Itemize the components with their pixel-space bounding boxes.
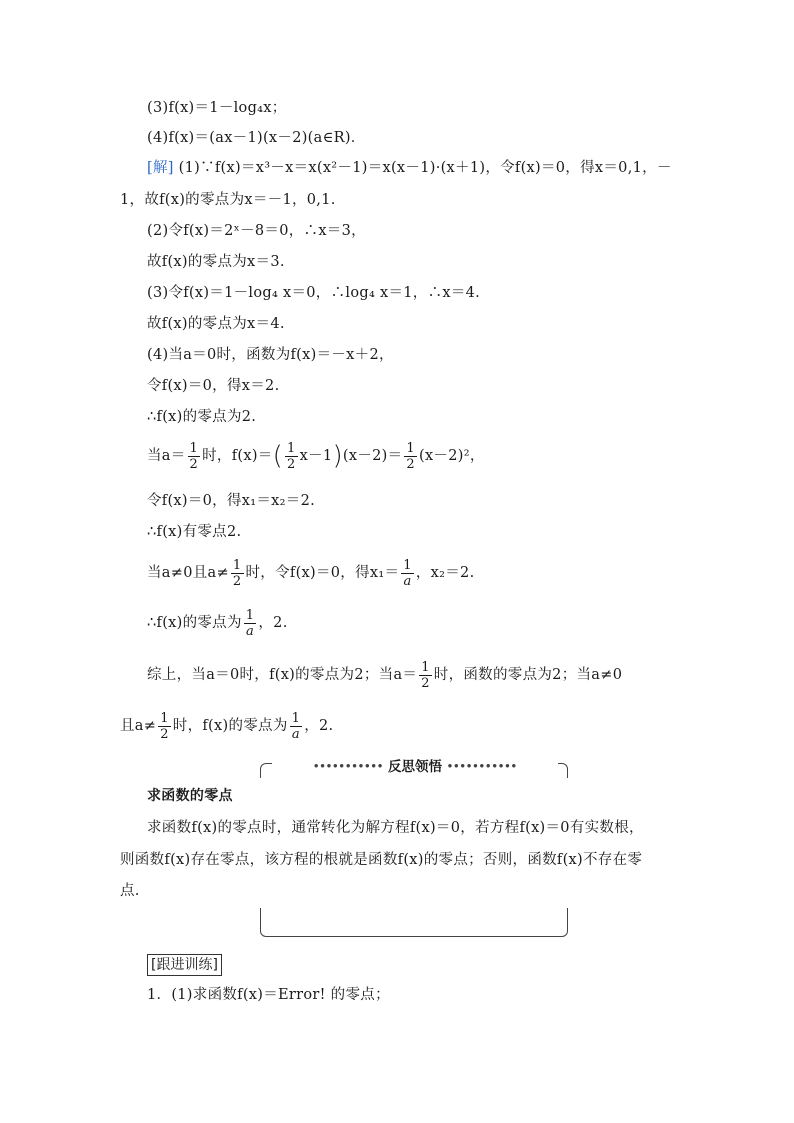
- denominator: 2: [232, 573, 242, 589]
- fraction: [158, 711, 171, 742]
- solution-label: [解]: [147, 160, 174, 176]
- text-span: ∴f(x)的零点为: [147, 615, 242, 631]
- solution-part2: (2)令f(x)＝2ˣ－8＝0，∴x＝3，: [147, 223, 366, 239]
- reflection-heading: 求函数的零点: [147, 788, 233, 804]
- numerator: 1: [287, 440, 296, 456]
- case-a-general-zero: [147, 607, 288, 639]
- solution-part4-step: 令f(x)＝0，得x＝2.: [147, 378, 280, 394]
- solution-part4-zero: ∴f(x)的零点为2.: [147, 409, 257, 425]
- text-span: 且a≠: [120, 718, 157, 734]
- fraction: [244, 608, 257, 639]
- numerator: 1: [232, 557, 242, 573]
- text-span: 综上，当a＝0时，f(x)的零点为2；当a＝: [147, 667, 418, 683]
- numerator: 1: [403, 557, 412, 573]
- text-span: x－1: [299, 448, 333, 464]
- denominator: 2: [287, 456, 296, 472]
- summary-line-1: [147, 659, 622, 691]
- training-question-1: 1．(1)求函数f(x)＝Error! 的零点；: [147, 987, 390, 1003]
- solution-first-line: [147, 158, 672, 178]
- solution-part3: (3)令f(x)＝1－log₄ x＝0，∴log₄ x＝1，∴x＝4.: [147, 285, 481, 301]
- text-span: 时，令f(x)＝0，得x₁＝: [245, 565, 400, 581]
- summary-line-2: [120, 710, 333, 742]
- text-span: 当a≠0且a≠: [147, 565, 229, 581]
- text-span: (x－2)＝: [342, 448, 403, 464]
- fraction: [231, 558, 244, 589]
- fraction: [290, 711, 303, 742]
- fraction: [285, 441, 298, 472]
- denominator: 2: [406, 456, 415, 472]
- reflection-box-title: [272, 755, 558, 775]
- case-a-half-step: 令f(x)＝0，得x₁＝x₂＝2.: [147, 493, 315, 509]
- training-tag: [跟进训练]: [147, 954, 222, 976]
- denominator: a: [403, 573, 412, 589]
- reflection-paragraph-3: 点.: [120, 883, 140, 899]
- solution-part1: (1)∵f(x)＝x³－x＝x(x²－1)＝x(x－1)·(x＋1)，令f(x)＝0，得x＝0,1，－: [173, 160, 672, 176]
- fraction: [401, 558, 414, 589]
- paren-left: (: [272, 441, 284, 471]
- reflection-box-bottom-border: [260, 908, 568, 937]
- numerator: 1: [406, 440, 415, 456]
- denominator: a: [246, 623, 255, 639]
- reflection-paragraph-2: 则函数f(x)存在零点，该方程的根就是函数f(x)的零点；否则，函数f(x)不存在零: [120, 852, 643, 868]
- text-span: ，2.: [304, 718, 334, 734]
- reflection-title-text: 反思领悟: [388, 759, 442, 775]
- numerator: 1: [421, 659, 430, 675]
- line-4: (4)f(x)＝(ax－1)(x－2)(a∈R)．: [147, 130, 366, 146]
- fraction: [188, 441, 201, 472]
- fraction: [419, 660, 432, 691]
- dots-decoration: •••••••••••: [312, 761, 384, 773]
- numerator: 1: [245, 607, 255, 623]
- fraction: [404, 441, 417, 472]
- text-span: ，2.: [258, 615, 288, 631]
- paren-right: ): [332, 441, 343, 471]
- line-3: (3)f(x)＝1－log₄x；: [147, 100, 287, 116]
- numerator: 1: [189, 440, 199, 456]
- text-span: 时，f(x)的零点为: [172, 718, 288, 734]
- text-span: 当a＝: [147, 448, 186, 464]
- dots-decoration: •••••••••••: [446, 761, 518, 773]
- case-a-half: [147, 440, 485, 472]
- solution-part3-result: 故f(x)的零点为x＝4.: [147, 316, 285, 332]
- numerator: 1: [291, 710, 301, 726]
- numerator: 1: [160, 710, 169, 726]
- text-span: 时，f(x)＝: [202, 448, 273, 464]
- solution-part1-cont: 1，故f(x)的零点为x＝－1，0,1.: [120, 192, 336, 208]
- solution-part2-result: 故f(x)的零点为x＝3.: [147, 254, 285, 270]
- text-span: 时，函数的零点为2；当a≠0: [433, 667, 623, 683]
- case-a-half-zero: ∴f(x)有零点2.: [147, 524, 242, 540]
- case-a-general: [147, 557, 474, 589]
- denominator: a: [291, 726, 300, 742]
- text-span: ，x₂＝2.: [415, 565, 475, 581]
- solution-part4: (4)当a＝0时，函数为f(x)＝－x＋2，: [147, 347, 394, 363]
- reflection-paragraph-1: 求函数f(x)的零点时，通常转化为解方程f(x)＝0，若方程f(x)＝0有实数根，: [147, 820, 644, 836]
- denominator: 2: [160, 726, 169, 742]
- denominator: 2: [189, 456, 199, 472]
- denominator: 2: [421, 675, 430, 691]
- text-span: (x－2)²，: [419, 448, 485, 464]
